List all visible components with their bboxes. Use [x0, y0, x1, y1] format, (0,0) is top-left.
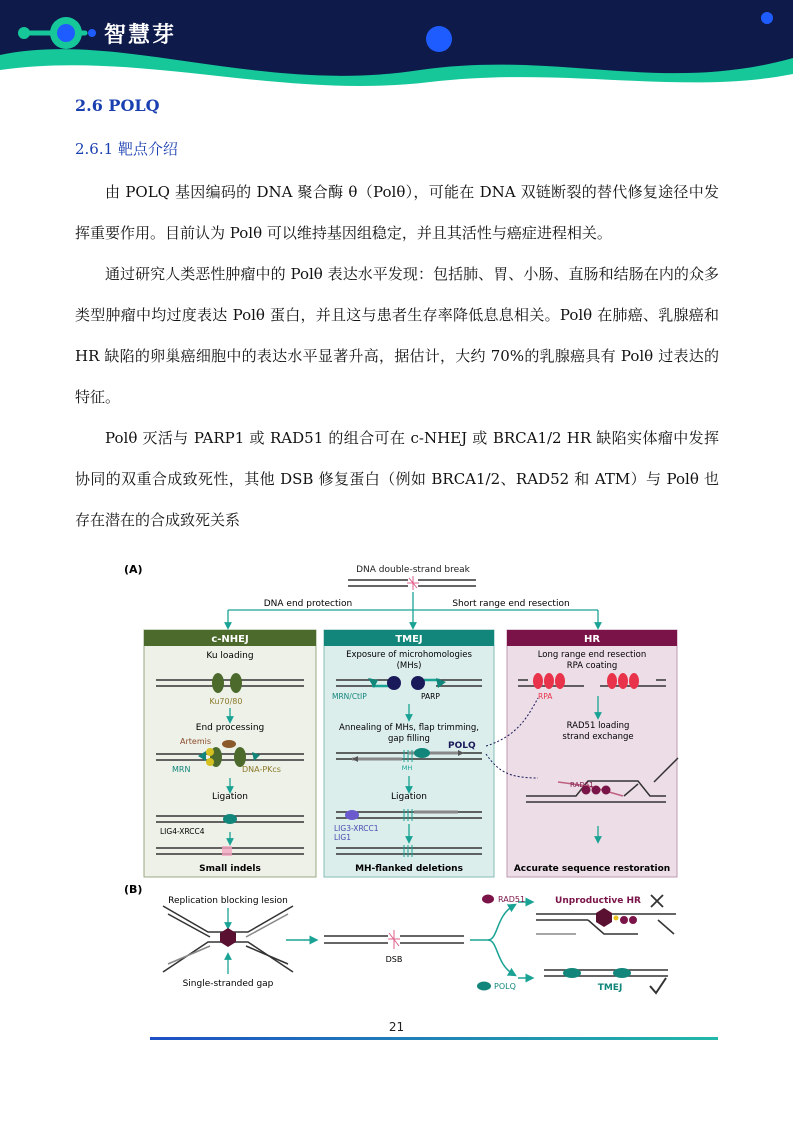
polq-protein — [477, 982, 491, 991]
nhej-step3: Ligation — [212, 792, 248, 802]
paragraph-3: Polθ 灭活与 PARP1 或 RAD51 的组合可在 c-NHEJ 或 BRCA1/2 HR 缺陷实体瘤中发挥协同的双重合成致死性，其他 DSB 修复蛋白（例如 BRCA1/2、RAD52 和 ATM）与 Polθ 也存在潜在的合成致死关系 — [75, 429, 719, 529]
mrn-ctip-label: MRN/CtIP — [332, 692, 367, 701]
hr-title: HR — [583, 634, 601, 645]
tmej-title: TMEJ — [395, 634, 423, 645]
choice-arrows — [470, 902, 530, 978]
gap-label: Single-stranded gap — [182, 979, 274, 989]
polq-b-label: POLQ — [494, 982, 516, 991]
mrn-label: MRN — [172, 765, 191, 774]
polq-repair-figure — [118, 556, 688, 1006]
panel-b-label: (B) — [124, 883, 143, 896]
unproductive-hr-label: Unproductive HR — [555, 896, 641, 906]
header-banner — [0, 0, 793, 88]
unproductive-hr-dna — [536, 908, 676, 934]
lig1-label: LIG1 — [334, 833, 351, 842]
figure-svg — [118, 556, 688, 1006]
tmej-step2a: Annealing of MHs, flap trimming, — [339, 723, 479, 733]
tmej-step2b: gap filling — [388, 734, 430, 744]
section-subtitle: 2.6.1 靶点介绍 — [75, 140, 178, 158]
fail-icon — [651, 895, 663, 907]
mh-label: MH — [401, 764, 413, 772]
body-paragraph — [75, 418, 719, 541]
parp-label: PARP — [421, 692, 440, 701]
paragraph-2: 通过研究人类恶性肿瘤中的 Polθ 表达水平发现：包括肺、胃、小肠、直肠和结肠在内的众多类型肿瘤中均过度表达 Polθ 蛋白，并且这与患者生存率降低息息相关。Polθ 在肺癌、乳腺癌和 HR 缺陷的卵巢癌细胞中的表达水平显著升高，据估计，大约 70%的乳腺癌具有 Polθ 过表达的特征。 — [75, 265, 719, 406]
hr-step2a: RAD51 loading — [566, 721, 630, 731]
decor-dot — [761, 12, 773, 24]
tmej-step1b: (MHs) — [396, 661, 422, 671]
rpa-label: RPA — [538, 692, 553, 701]
top-dna — [348, 576, 476, 590]
hr-step1b: RPA coating — [566, 661, 618, 671]
hr-step2b: strand exchange — [562, 732, 634, 742]
nhej-step1: Ku loading — [206, 651, 254, 661]
ku-label: Ku70/80 — [209, 697, 243, 706]
dsb-top-label: DNA double-strand break — [356, 565, 470, 575]
brand-name: 智慧芽 — [104, 23, 177, 48]
lig3-label: LIG3-XRCC1 — [334, 824, 379, 833]
check-icon — [650, 978, 666, 993]
decor-dot — [426, 26, 452, 52]
branch-arrows — [228, 592, 598, 626]
tmej-b-dna — [544, 968, 668, 978]
rad51-b-label: RAD51 — [498, 895, 526, 904]
tmej-b-label: TMEJ — [597, 983, 623, 993]
paragraph-1: 由 POLQ 基因编码的 DNA 聚合酶 θ（Polθ），可能在 DNA 双链断裂的替代修复途径中发挥重要作用。目前认为 Polθ 可以维持基因组稳定，并且其活性与癌症进程相关。 — [75, 183, 719, 242]
page-number: 21 — [388, 1020, 405, 1034]
tmej-result: MH-flanked deletions — [355, 864, 463, 874]
hr-step1a: Long range end resection — [537, 650, 647, 660]
polq-label: POLQ — [448, 741, 476, 751]
lesion-label: Replication blocking lesion — [168, 896, 288, 906]
nhej-result: Small indels — [199, 864, 261, 874]
branch-right-label: Short range end resection — [452, 599, 570, 609]
dsb-label: DSB — [385, 955, 403, 964]
tmej-step3: Ligation — [391, 792, 427, 802]
body-paragraph — [75, 172, 719, 254]
tmej-step1a: Exposure of microhomologies — [346, 650, 472, 660]
nhej-step2: End processing — [195, 723, 265, 733]
branch-left-label: DNA end protection — [263, 599, 353, 609]
nhej-title: c-NHEJ — [211, 634, 249, 645]
hr-result: Accurate sequence restoration — [513, 864, 671, 874]
rad51-label: RAD51 — [570, 781, 594, 789]
artemis-label: Artemis — [180, 737, 212, 746]
dnapk-label: DNA-PKcs — [242, 765, 281, 774]
section-title: 2.6 POLQ — [75, 96, 160, 115]
body-paragraph — [75, 254, 719, 418]
dsb-dna — [324, 930, 464, 949]
rad51-protein — [482, 895, 494, 904]
lig4-label: LIG4-XRCC4 — [160, 827, 205, 836]
footer-divider — [150, 1037, 718, 1040]
panel-a-label: (A) — [124, 563, 143, 576]
